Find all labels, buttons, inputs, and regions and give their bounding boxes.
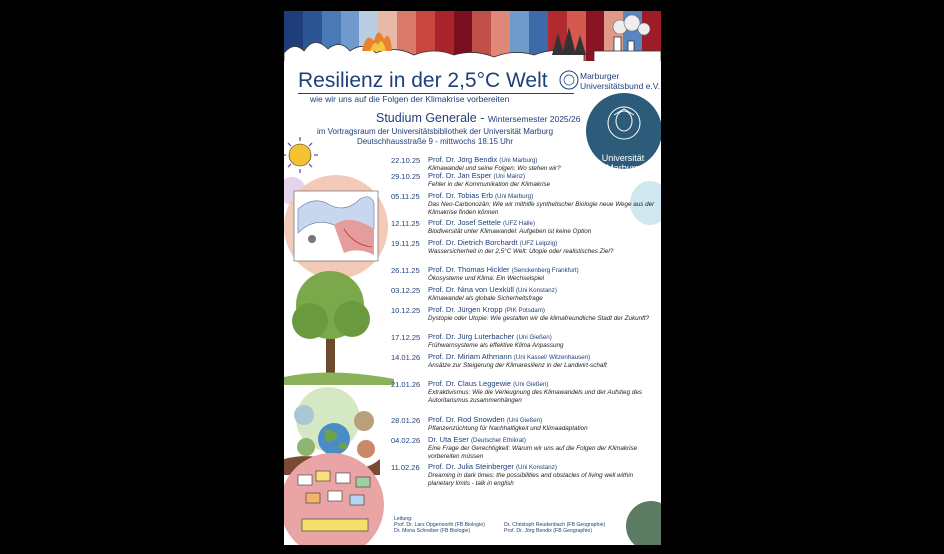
lecture-entry (391, 305, 659, 332)
lecture-topic: Fehler in der Kommunikation der Klimakrise (428, 181, 551, 188)
poster-title: Resilienz in der 2,5°C Welt (298, 69, 548, 92)
lecture-entry (391, 218, 659, 238)
university-seal-icon (606, 103, 642, 147)
lecture-entry (391, 238, 659, 265)
organizers-label: Leitung: (394, 516, 413, 522)
lecture-affiliation: (PIK Potsdam) (504, 307, 545, 314)
lecture-entry (391, 171, 659, 191)
lecture-date: 03.12.25 (391, 286, 421, 295)
lecture-speaker: Prof. Dr. Nina von Uexküll (428, 285, 514, 294)
lecture-affiliation: (UFZ Halle) (503, 220, 536, 227)
lecture-speaker-line (428, 415, 659, 425)
org-logo-line2: Universitätsbund e.V. (580, 81, 661, 91)
lecture-date: 10.12.25 (391, 306, 421, 315)
skyline-illustration (284, 11, 661, 71)
lecture-entry (391, 332, 659, 352)
lecture-date: 26.11.25 (391, 266, 420, 275)
lecture-speaker-line (428, 462, 659, 472)
lecture-entry (391, 191, 659, 218)
lecture-speaker: Prof. Dr. Tobias Erb (428, 191, 493, 200)
sun-icon (284, 137, 318, 173)
lecture-speaker: Dr. Uta Eser (428, 435, 469, 444)
lecture-affiliation: (Uni Marburg) (494, 193, 534, 200)
wildfire-icon (362, 32, 392, 51)
lecture-body (428, 171, 659, 191)
lecture-topic: Eine Frage der Gerechtigkeit: Warum wir uns auf die Folgen der Klimakrise vorbereiten müssen (428, 445, 638, 460)
lecture-body (428, 332, 659, 352)
lecture-body (428, 379, 659, 415)
lecture-affiliation: (Uni Gießen) (506, 417, 543, 424)
lecture-topic: Pflanzenzüchtung für Nachhaltigkeit und Klimaadaptation (428, 425, 588, 432)
lecture-date: 21.01.26 (391, 380, 421, 389)
lecture-speaker-line (428, 352, 659, 362)
lecture-affiliation: (Uni Konstanz) (515, 287, 557, 294)
lecture-speaker: Prof. Dr. Thomas Hickler (428, 265, 510, 274)
lecture-speaker-line (428, 379, 659, 389)
lecture-affiliation: (Uni Gießen) (516, 334, 552, 341)
lecture-topic: Extraktivismus: Wie die Verleugnung des Klimawandels und der Aufstieg des Autoritarismus zusammenhängen (428, 389, 643, 404)
lecture-date: 29.10.25 (391, 172, 421, 181)
lecture-body (428, 285, 659, 305)
lecture-body (428, 238, 659, 265)
lecture-affiliation: (UFZ Leipzig) (519, 240, 558, 247)
lecture-speaker-line (428, 435, 659, 445)
lecture-entry (391, 462, 659, 489)
lecture-entry (391, 379, 659, 415)
lecture-body (428, 265, 659, 285)
uni-logo-line2: Marburg (606, 163, 640, 173)
decor-circle-green-dark (626, 501, 661, 545)
uni-logo-line1: Universität (601, 153, 645, 163)
lecture-topic: Dreaming in dark times: the possibilities and obstacles of living well within planetary limits - talk in english (428, 472, 634, 487)
marburger-universitaetsbund-label (580, 71, 660, 91)
lecture-date: 28.01.26 (391, 416, 421, 425)
organizer: Prof. Dr. Lars Opgenoorth (FB Biologie) (394, 522, 485, 529)
series-name: Studium Generale - (376, 111, 485, 125)
lecture-entry (391, 352, 659, 379)
lecture-body (428, 191, 659, 218)
lecture-affiliation: (Uni Mainz) (493, 173, 526, 180)
left-illustrations (284, 129, 394, 545)
lecture-speaker-line (428, 155, 659, 165)
forest-icon (552, 27, 586, 55)
lecture-body (428, 462, 659, 489)
lecture-body (428, 435, 659, 462)
lecture-speaker: Prof. Dr. Jan Esper (428, 171, 492, 180)
lecture-affiliation: (Senckenberg Frankfurt) (511, 267, 579, 274)
lecture-speaker: Prof. Dr. Dietrich Borchardt (428, 238, 518, 247)
lecture-affiliation: (Uni Konstanz) (515, 464, 557, 471)
lecture-entry (391, 285, 659, 305)
tree-icon (284, 271, 394, 385)
lecture-speaker-line (428, 305, 659, 315)
organizers-left (394, 516, 485, 535)
lecture-body (428, 305, 659, 332)
lecture-date: 22.10.25 (391, 156, 421, 165)
organizers-right (504, 522, 605, 534)
lecture-speaker: Prof. Dr. Julia Steinberger (428, 462, 514, 471)
lecture-date: 11.02.26 (391, 463, 420, 472)
lecture-topic: Klimawandel als globale Sicherheitsfrage (428, 295, 543, 302)
lecture-speaker-line (428, 218, 659, 228)
poster (284, 11, 661, 545)
lecture-date: 04.02.26 (391, 436, 421, 445)
lecture-speaker-line (428, 191, 659, 201)
venue-line1: im Vortragsraum der Universitätsbibliothek der Universität Marburg (316, 127, 554, 136)
lecture-speaker-line (428, 285, 659, 295)
lecture-speaker: Prof. Dr. Josef Settele (428, 218, 501, 227)
lecture-speaker: Prof. Dr. Claus Leggewie (428, 379, 511, 388)
lecture-affiliation: (Uni Kassel/ Witzenhausen) (513, 354, 591, 361)
lecture-topic: Biodiversität unter Klimawandel: Aufgeben ist keine Option (428, 228, 592, 235)
lecture-entry (391, 415, 659, 435)
lecture-speaker: Prof. Dr. Jürg Luterbacher (428, 332, 515, 341)
org-logo-line1: Marburger (580, 71, 620, 81)
lecture-body (428, 218, 659, 238)
lecture-body (428, 155, 659, 171)
lecture-affiliation: (Uni Marburg) (499, 157, 538, 164)
lecture-speaker: Prof. Dr. Rod Snowden (428, 415, 505, 424)
lecture-entry (391, 155, 659, 171)
lecture-speaker: Prof. Dr. Jürgen Kropp (428, 305, 503, 314)
lecture-entry (391, 265, 659, 285)
organizer: Dr. Christoph Reudenbach (FB Geographie) (504, 522, 606, 528)
lecture-body (428, 415, 659, 435)
lecture-speaker-line (428, 265, 659, 275)
lecture-date: 12.11.25 (391, 219, 420, 228)
lecture-speaker: Prof. Dr. Jörg Bendix (428, 155, 498, 164)
lecture-speaker-line (428, 171, 659, 181)
lecture-affiliation: (Deutscher Ethikrat) (470, 437, 526, 444)
lecture-body (428, 352, 659, 379)
organizer: Dr. Mona Schreiber (FB Biologie) (394, 528, 471, 535)
lecture-speaker-line (428, 238, 659, 248)
lecture-topic: Frühwarnsysteme als effektive Klima Anpassung (428, 342, 564, 349)
smokestack-icon (594, 15, 661, 63)
lecture-date: 19.11.25 (391, 239, 420, 248)
lecture-date: 05.11.25 (391, 192, 420, 201)
lecture-date: 17.12.25 (391, 333, 421, 342)
lecture-topic: Wassersicherheit in der 2,5°C Welt: Utopie oder realistisches Ziel? (428, 248, 614, 255)
venue-line2: Deutschhausstraße 9 - mittwochs 18.15 Uhr (356, 136, 514, 146)
lecture-affiliation: (Uni Gießen) (513, 381, 549, 388)
lecture-topic: Ökosysteme und Klima: Ein Wechselspiel (428, 275, 545, 282)
lecture-speaker-line (428, 332, 659, 342)
organizer: Prof. Dr. Jörg Bendix (FB Geographie) (504, 528, 592, 535)
lecture-speaker: Prof. Dr. Miriam Athmann (428, 352, 512, 361)
lecture-topic: Das Neo-Carbonozän: Wie wir mithilfe synthetischer Biologie neue Wege aus der Klimakrise finden können (428, 201, 655, 216)
lecture-topic: Dystopie oder Utopie: Wie gestalten wir die klimafreundliche Stadt der Zukunft? (428, 315, 650, 322)
lecture-schedule (391, 155, 659, 489)
lecture-topic: Klimawandel und seine Folgen: Wo stehen wir? (428, 165, 561, 172)
series-heading (376, 111, 580, 125)
semester: Wintersemester 2025/26 (487, 114, 581, 124)
climate-diagram-icon (294, 191, 378, 261)
lecture-date: 14.01.26 (391, 353, 421, 362)
poster-subtitle: wie wir uns auf die Folgen der Klimakrise vorbereiten (310, 94, 510, 104)
lecture-entry (391, 435, 659, 462)
lecture-topic: Ansätze zur Steigerung der Klimaresilienz in der Landwirt-schaft (428, 362, 607, 369)
